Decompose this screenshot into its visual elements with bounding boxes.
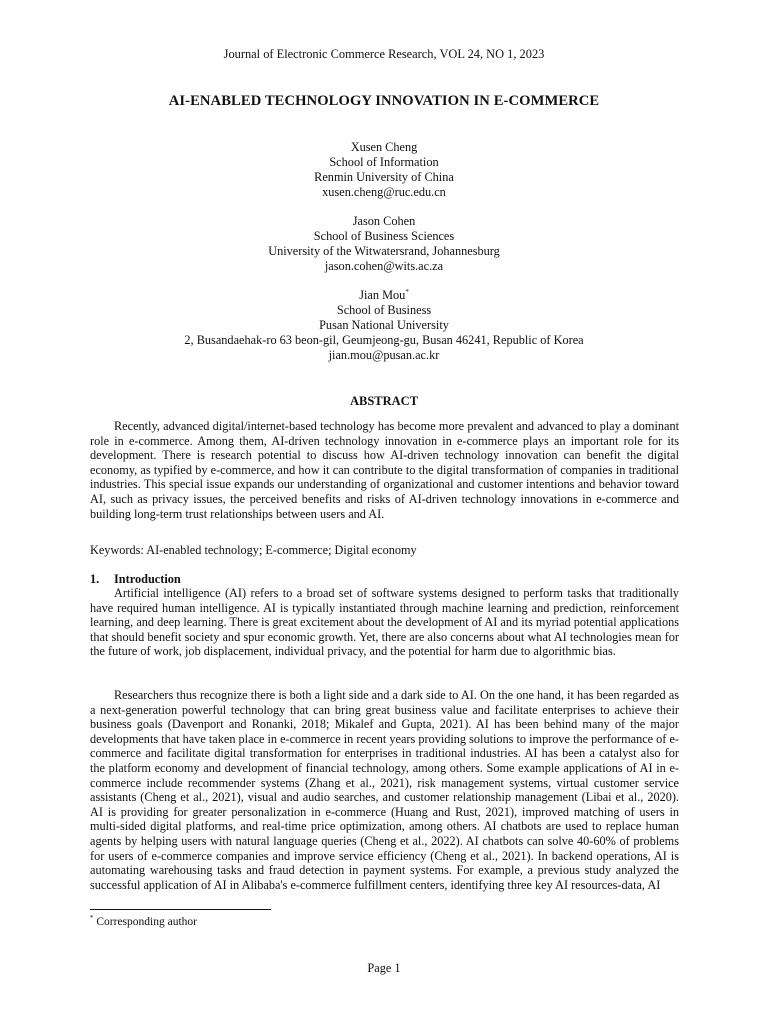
footnote-text: Corresponding author (96, 916, 197, 928)
author-name: Jason Cohen (352, 214, 416, 228)
author-block-2 (0, 214, 768, 274)
author-email: jian.mou@pusan.ac.kr (328, 348, 440, 362)
author-email: jason.cohen@wits.ac.za (324, 259, 444, 273)
section-number: 1. (90, 572, 100, 586)
author-name: Jian Mou (359, 288, 406, 302)
author-affiliation: Renmin University of China (314, 170, 454, 184)
author-block-1 (0, 140, 768, 200)
abstract-text: Recently, advanced digital/internet-based technology has become more prevalent and advanced to play a dominant role in e-commerce. Among them, AI-driven technology innovation in e-commerce plays an important role for its development. There is research potential to discuss how AI-driven technology innovation can benefit the digital economy, as typified by e-commerce, and how it can contribute to the digital transformation of companies in traditional industries. This special issue expands our understanding of organizational and customer intentions and behavior toward AI, such as privacy issues, the perceived benefits and risks of AI-driven technology innovations in e-commerce and building long-term trust relationships between users and AI. (90, 419, 679, 521)
corresponding-mark: * (405, 287, 409, 296)
footnote-divider (90, 909, 271, 910)
abstract-heading: ABSTRACT (349, 394, 419, 408)
intro-paragraph-2: Researchers thus recognize there is both a light side and a dark side to AI. On the one hand, it has been regarded as a next-generation powerful technology that can bring great business value and facilitate enterprises to achieve their business goals (Davenport and Ronanki, 2018; Mikalef and Gupta, 2021). AI has been behind many of the major developments that have taken place in e-commerce in recent years providing solutions to improve the performance of e-commerce and facilitate digital transformation for enterprises in traditional industries. AI has been a catalyst also for the platform economy and development of financial technology, among others. Some example applications of AI in e-commerce include recommender systems (Zhang et al., 2021), risk management systems, virtual customer service assistants (Cheng et al., 2021), visual and audio searches, and customer relationship management (Libai et al., 2020). AI is providing for greater personalization in e-commerce (Huang and Rust, 2021), improved matching of users in multi-sided digital platforms, and real-time price optimization, among others. AI chatbots are used to replace human agents by helping users with natural language queries (Cheng et al., 2022). AI chatbots can solve 40-60% of problems for users of e-commerce companies and improve service efficiency (Cheng et al., 2021). In backend operations, AI is automating warehousing tasks and fraud detection in payment systems. For example, a previous study analyzed the successful application of AI in Alibaba's e-commerce fulfillment centers, identifying three key AI resources-data, AI (90, 688, 679, 892)
paper-title: AI-ENABLED TECHNOLOGY INNOVATION IN E-COMMERCE (168, 93, 600, 109)
footnote (90, 916, 197, 928)
author-block-3 (0, 288, 768, 363)
keywords: Keywords: AI-enabled technology; E-commerce; Digital economy (90, 543, 417, 557)
intro-paragraph-1: Artificial intelligence (AI) refers to a broad set of software systems designed to perform tasks that traditionally have required human intelligence. AI is typically instantiated through machine learning and prediction, reinforcement learning, and deep learning. There is great excitement about the development of AI and its myriad potential applications that should benefit society and spur economic growth. Yet, there are also concerns about what AI technologies mean for the future of work, job displacement, individual privacy, and the potential for harm due to algorithmic bias. (90, 586, 679, 659)
author-address: 2, Busandaehak-ro 63 beon-gil, Geumjeong-gu, Busan 46241, Republic of Korea (184, 333, 584, 347)
author-name: Xusen Cheng (350, 140, 418, 154)
author-affiliation: School of Business (336, 303, 432, 317)
author-affiliation: Pusan National University (319, 318, 449, 332)
page-number: Page 1 (367, 961, 401, 975)
section-heading (90, 572, 181, 587)
section-title: Introduction (114, 572, 181, 586)
author-affiliation: University of the Witwatersrand, Johannesburg (268, 244, 500, 258)
author-affiliation: School of Information (329, 155, 439, 169)
author-email: xusen.cheng@ruc.edu.cn (322, 185, 446, 199)
author-affiliation: School of Business Sciences (313, 229, 455, 243)
journal-header: Journal of Electronic Commerce Research, VOL 24, NO 1, 2023 (223, 47, 545, 61)
footnote-mark: * (90, 914, 94, 923)
author-name-line (0, 288, 768, 303)
